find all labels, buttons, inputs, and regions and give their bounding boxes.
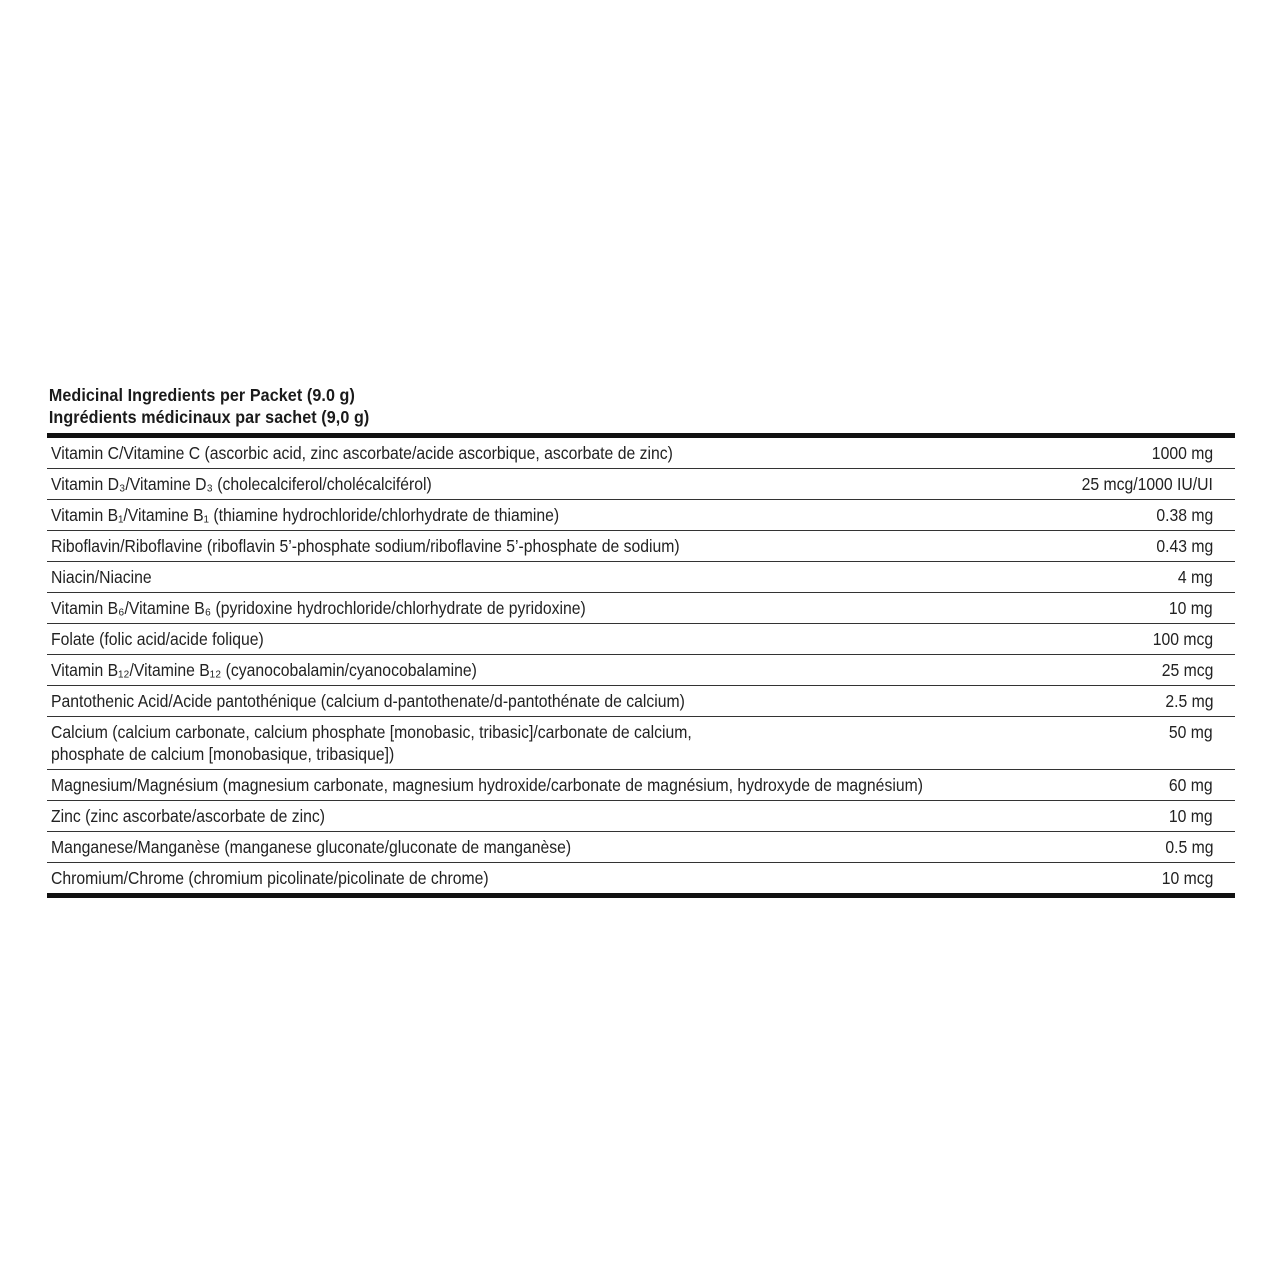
ingredient-amount: 25 mcg/1000 IU/UI (1049, 469, 1235, 500)
table-row (47, 438, 1235, 469)
ingredient-name: Vitamin C/Vitamine C (ascorbic acid, zinc ascorbate/acide ascorbique, ascorbate de zinc) (47, 438, 1049, 469)
ingredient-name: Riboflavin/Riboflavine (riboflavin 5’-phosphate sodium/riboflavine 5’-phosphate de sodium) (47, 531, 1049, 562)
ingredient-name (47, 717, 1049, 770)
ingredient-amount: 50 mg (1049, 717, 1235, 770)
table-row (47, 655, 1235, 686)
ingredient-name: Vitamin B₁/Vitamine B₁ (thiamine hydrochloride/chlorhydrate de thiamine) (47, 500, 1049, 531)
ingredient-amount: 60 mg (1049, 770, 1235, 801)
table-row (47, 562, 1235, 593)
table-row (47, 469, 1235, 500)
ingredients-table (47, 438, 1235, 893)
ingredient-name: Manganese/Manganèse (manganese gluconate/gluconate de manganèse) (47, 832, 1049, 863)
ingredient-name-line1: Calcium (calcium carbonate, calcium phosphate [monobasic, tribasic]/carbonate de calcium, (51, 722, 692, 742)
heading-french: Ingrédients médicinaux par sachet (9,0 g) (48, 407, 370, 427)
ingredient-amount: 2.5 mg (1049, 686, 1235, 717)
table-row (47, 801, 1235, 832)
ingredient-amount: 10 mcg (1161, 868, 1213, 888)
ingredient-name: Pantothenic Acid/Acide pantothénique (calcium d-pantothenate/d-pantothénate de calcium) (47, 686, 1049, 717)
heading-english: Medicinal Ingredients per Packet (9.0 g) (48, 385, 355, 405)
ingredient-name: Vitamin D₃/Vitamine D₃ (cholecalciferol/cholécalciférol) (47, 469, 1049, 500)
table-row (47, 717, 1235, 770)
table-row (47, 593, 1235, 624)
ingredient-name: Chromium/Chrome (chromium picolinate/picolinate de chrome) (51, 868, 489, 888)
ingredient-name: Folate (folic acid/acide folique) (47, 624, 1049, 655)
table-row (47, 686, 1235, 717)
ingredient-amount: 0.5 mg (1049, 832, 1235, 863)
ingredient-amount: 0.43 mg (1049, 531, 1235, 562)
ingredient-name: Magnesium/Magnésium (magnesium carbonate, magnesium hydroxide/carbonate de magnésium, hydroxyde de magnésium) (47, 770, 1049, 801)
ingredient-name: Zinc (zinc ascorbate/ascorbate de zinc) (47, 801, 1049, 832)
ingredient-amount: 100 mcg (1049, 624, 1235, 655)
table-row (47, 500, 1235, 531)
ingredients-panel (47, 384, 1235, 898)
ingredient-amount: 1000 mg (1049, 438, 1235, 469)
table-row (47, 531, 1235, 562)
ingredient-amount: 25 mcg (1049, 655, 1235, 686)
ingredient-name: Niacin/Niacine (47, 562, 1049, 593)
table-row (47, 863, 1235, 894)
table-row (47, 832, 1235, 863)
table-row (47, 624, 1235, 655)
ingredient-amount: 0.38 mg (1049, 500, 1235, 531)
table-bottom-rule (47, 893, 1235, 898)
table-row (47, 770, 1235, 801)
ingredient-amount: 4 mg (1049, 562, 1235, 593)
ingredient-amount: 10 mg (1049, 801, 1235, 832)
ingredient-amount: 10 mg (1049, 593, 1235, 624)
ingredient-name-line2: phosphate de calcium [monobasique, tribasique]) (51, 744, 395, 764)
ingredient-name: Vitamin B₆/Vitamine B₆ (pyridoxine hydrochloride/chlorhydrate de pyridoxine) (47, 593, 1049, 624)
ingredient-name: Vitamin B₁₂/Vitamine B₁₂ (cyanocobalamin/cyanocobalamine) (47, 655, 1049, 686)
